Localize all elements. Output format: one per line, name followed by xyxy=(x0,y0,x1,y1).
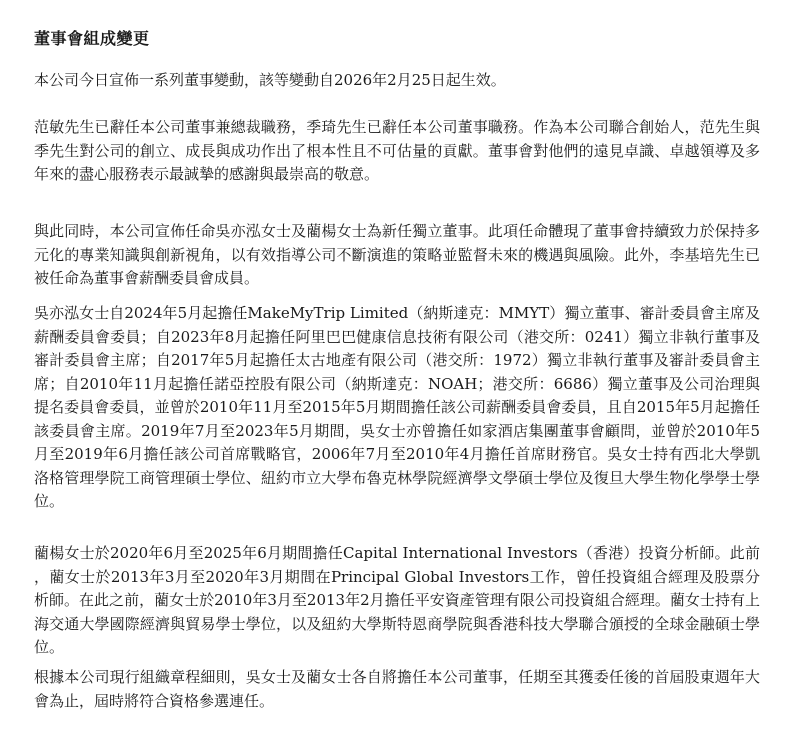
section-heading: 董事會組成變更 xyxy=(34,29,150,48)
paragraph-effective-date: 本公司今日宣佈一系列董事變動，該等變動自2026年2月25日起生效。 xyxy=(34,71,506,89)
paragraph-resignations: 范敏先生已辭任本公司董事兼總裁職務，季琦先生已辭任本公司董事職務。作為本公司聯合創始人，范先生與季先生對公司的創立、成長與成功作出了根本性且不可估量的貢獻。董事會對他們的遠見卓識、卓越領導及多年來的盡心服務表示最誠摯的感謝與最崇高的敬意。 xyxy=(34,118,760,183)
paragraph-director-bio-lin: 藺楊女士於2020年6月至2025年6月期間擔任Capital International Investors（香港）投資分析師。此前，藺女士於2013年3月至2020年3月期間在Principal Global Investors工作，曾任投資組合經理及股票分析師。在此之前，藺女士於2010年3月至2013年2月擔任平安資產管理有限公司投資組合經理。藺女士持有上海交通大學國際經濟與貿易學士學位，以及紐約大學斯特恩商學院與香港科技大學聯合頒授的全球金融碩士學位。 xyxy=(34,544,760,656)
paragraph-new-appointments: 與此同時，本公司宣佈任命吳亦泓女士及藺楊女士為新任獨立董事。此項任命體現了董事會持續致力於保持多元化的專業知識與創新視角，以有效指導公司不斷演進的策略並監督未來的機遇與風險。此外，李基培先生已被任命為董事會薪酬委員會成員。 xyxy=(34,222,760,287)
paragraph-term-of-office: 根據本公司現行組織章程細則，吳女士及藺女士各自將擔任本公司董事，任期至其獲委任後的首屆股東週年大會為止，屆時將符合資格參選連任。 xyxy=(34,668,760,710)
paragraph-director-bio-wu: 吳亦泓女士自2024年5月起擔任MakeMyTrip Limited（納斯達克：MMYT）獨立董事、審計委員會主席及薪酬委員會委員；自2023年8月起擔任阿里巴巴健康信息技術有限公司（港交所：0241）獨立非執行董事及審計委員會主席；自2017年5月起擔任太古地產有限公司（港交所：1972）獨立非執行董事及審計委員會主席；自2010年11月起擔任諾亞控股有限公司（納斯達克：NOAH；港交所：6686）獨立董事及公司治理與提名委員會委員，並曾於2010年11月至2015年5月期間擔任該公司薪酬委員會委員，且自2015年5月起擔任該委員會主席。2019年7月至2023年5月期間，吳女士亦曾擔任如家酒店集團董事會顧問，並曾於2010年5月至2019年6月擔任該公司首席戰略官，2006年7月至2010年4月擔任首席財務官。吳女士持有西北大學凱洛格管理學院工商管理碩士學位、紐約市立大學布魯克林學院經濟學文學碩士學位及復旦大學生物化學學士學位。 xyxy=(34,304,760,510)
